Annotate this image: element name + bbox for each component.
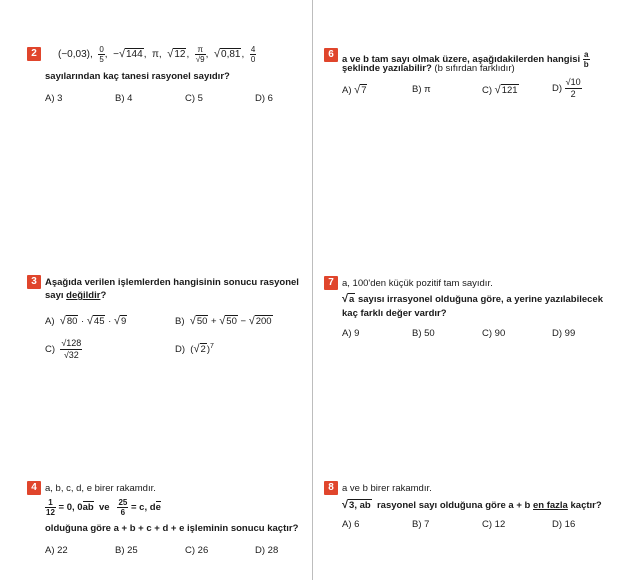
option-c[interactable]: C) $\frac{√128}{√32}$: [45, 338, 82, 360]
option-d[interactable]: D) 16: [552, 519, 576, 530]
question-text-2: √a sayısı irrasyonel olduğuna göre, a yerine yazılabilecek: [342, 293, 603, 305]
column-divider: [312, 0, 313, 580]
question-text-2: √3, ab rasyonel sayı olduğuna göre a + b en fazla kaçtır?: [342, 499, 602, 511]
question-text-3: kaç farklı değer vardır?: [342, 308, 447, 319]
question-number-badge: 3: [27, 275, 41, 289]
question-number-badge: 6: [324, 48, 338, 62]
option-a[interactable]: A) √80 · √45 · √9: [45, 315, 127, 327]
question-text: a ve b tam sayı olmak üzere, aşağıdakilerden hangisi $\frac{a}{b}$: [342, 50, 589, 69]
option-b[interactable]: B) 50: [412, 328, 435, 339]
question-number-badge: 4: [27, 481, 41, 495]
option-b[interactable]: B) π: [412, 84, 431, 95]
option-d[interactable]: D) $(√2)^7$: [175, 343, 214, 356]
question-text-2: olduğuna göre a + b + c + d + e işleminin sonucu kaçtır?: [45, 523, 299, 534]
option-c[interactable]: C) 90: [482, 328, 506, 339]
option-a[interactable]: A) √7: [342, 84, 367, 96]
question-number-badge: 7: [324, 276, 338, 290]
option-a[interactable]: A) 6: [342, 519, 360, 530]
option-b[interactable]: B) 4: [115, 93, 133, 104]
emphasis-word: en fazla: [533, 500, 568, 511]
option-c[interactable]: C) 12: [482, 519, 506, 530]
option-d[interactable]: D) 6: [255, 93, 273, 104]
emphasis-word: değildir: [66, 290, 101, 301]
option-c[interactable]: C) 5: [185, 93, 203, 104]
question-text: sayılarından kaç tanesi rasyonel sayıdır?: [45, 71, 230, 82]
question-text-2: şeklinde yazılabilir? (b sıfırdan farklıdır): [342, 63, 515, 74]
question-text: a, 100'den küçük pozitif tam sayıdır.: [342, 278, 493, 289]
option-c[interactable]: C) 26: [185, 545, 209, 556]
option-a[interactable]: A) 9: [342, 328, 360, 339]
option-d[interactable]: D) 99: [552, 328, 576, 339]
option-b[interactable]: B) 7: [412, 519, 430, 530]
question-text: a, b, c, d, e birer rakamdır.: [45, 483, 156, 494]
question-text: Aşağıda verilen işlemlerden hangisinin sonucu rasyonel: [45, 277, 299, 288]
question-text: a ve b birer rakamdır.: [342, 483, 432, 494]
question-number-badge: 8: [324, 481, 338, 495]
option-a[interactable]: A) 22: [45, 545, 68, 556]
question-number-badge: 2: [27, 47, 41, 61]
question-text-2: sayı değildir?: [45, 290, 107, 301]
option-b[interactable]: B) 25: [115, 545, 138, 556]
option-d[interactable]: D) $\frac{√10}{2}$: [552, 77, 581, 99]
option-a[interactable]: A) 3: [45, 93, 63, 104]
option-d[interactable]: D) 28: [255, 545, 279, 556]
option-c[interactable]: C) √121: [482, 84, 518, 96]
option-b[interactable]: B) √50 + √50 − √200: [175, 315, 272, 327]
number-list: (−0,03), $\frac{0}{5}$ , −√144, π, √12, $\frac{\pi}{√9}$ , √0,81, $\frac{4}{0}$: [58, 45, 256, 64]
equation: $\frac{1}{12}$ = 0, 0ab ve $\frac{25}{6}$ = c, de: [46, 498, 161, 517]
